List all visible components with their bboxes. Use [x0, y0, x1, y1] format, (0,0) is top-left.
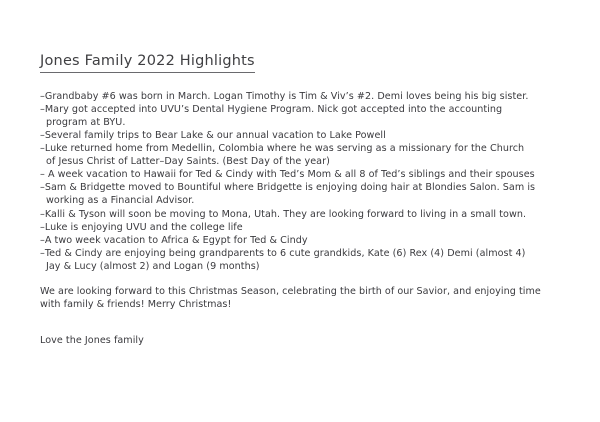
list-item — [40, 234, 580, 247]
list-item-line: –Ted & Cindy are enjoying being grandparents to 6 cute grandkids, Kate (6) Rex (4) Demi (almost 4) — [40, 247, 526, 259]
list-item-line: – A week vacation to Hawaii for Ted & Cindy with Ted’s Mom & all 8 of Ted’s siblings and their spouses — [40, 169, 535, 181]
highlights-list — [40, 90, 580, 348]
list-item — [40, 168, 580, 181]
closing-paragraph-line: with family & friends! Merry Christmas! — [40, 299, 232, 311]
list-item-line: –A two week vacation to Africa & Egypt for Ted & Cindy — [40, 234, 308, 246]
page-title-row — [40, 52, 580, 90]
list-item-line: –Mary got accepted into UVU’s Dental Hygiene Program. Nick got accepted into the accounting — [40, 103, 503, 115]
closing-paragraph — [40, 285, 580, 311]
list-item — [40, 129, 580, 142]
list-item — [40, 221, 580, 234]
list-item — [40, 90, 580, 103]
list-item-line-continued: program at BYU. — [46, 116, 126, 128]
list-item-line-continued: working as a Financial Advisor. — [46, 195, 195, 207]
list-item — [40, 208, 580, 221]
closing-paragraph-line: We are looking forward to this Christmas Season, celebrating the birth of our Savior, and enjoying time — [40, 285, 541, 297]
list-item-line: –Luke is enjoying UVU and the college life — [40, 221, 243, 233]
page-title: Jones Family 2022 Highlights — [40, 53, 255, 73]
list-item — [40, 142, 580, 168]
list-item-line: –Grandbaby #6 was born in March. Logan Timothy is Tim & Viv’s #2. Demi loves being his big sister. — [40, 90, 529, 102]
list-item-line: –Several family trips to Bear Lake & our annual vacation to Lake Powell — [40, 129, 386, 141]
list-item-line: –Sam & Bridgette moved to Bountiful where Bridgette is enjoying doing hair at Blondies Salon. Sam is — [40, 182, 536, 194]
list-item — [40, 181, 580, 207]
list-item-line: –Luke returned home from Medellin, Colombia where he was serving as a missionary for the Church — [40, 143, 525, 155]
list-item-line-continued: of Jesus Christ of Latter–Day Saints. (Best Day of the year) — [46, 156, 330, 168]
list-item-line-continued: Jay & Lucy (almost 2) and Logan (9 months) — [46, 260, 260, 272]
signature-line: Love the Jones family — [40, 335, 144, 347]
list-item-line: –Kalli & Tyson will soon be moving to Mona, Utah. They are looking forward to living in a small town. — [40, 208, 527, 220]
list-item — [40, 247, 580, 273]
list-item — [40, 103, 580, 129]
